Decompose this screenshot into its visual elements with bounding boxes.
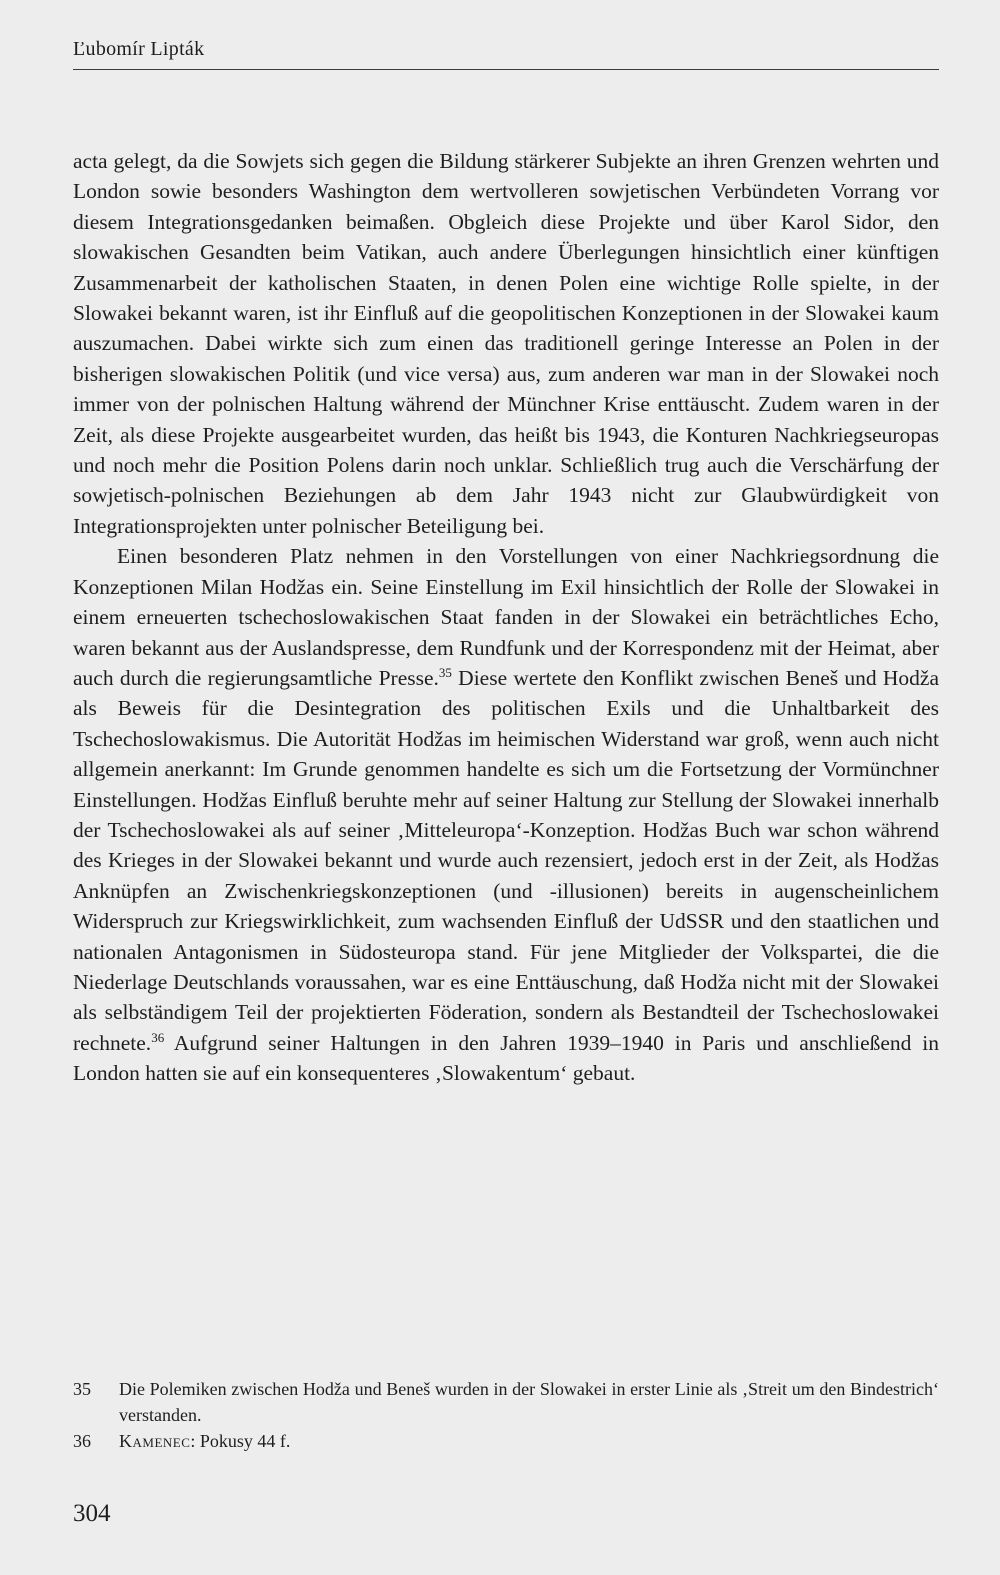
running-header [73,38,939,70]
footnote-author: Kamenec [119,1431,191,1451]
footnote-ref-36[interactable]: 36 [151,1029,165,1045]
paragraph-2 [73,541,939,1088]
footnote-number: 35 [73,1379,91,1399]
paragraph-2-part-1: Einen besonderen Platz nehmen in den Vorstellungen von einer Nachkriegsordnung die Konzeptionen Milan Hodžas ein. Seine Einstellung im Exil hinsichtlich der Rolle der Slowakei in einem erneuerten tschechoslowakischen Staat fanden in der Slowakei ein beträchtliches Echo, waren bekannt aus der Auslandspresse, dem Rundfunk und der Korrespondenz mit der Heimat, aber auch durch die regierungsamtliche Presse. [73,544,939,690]
footnotes [73,1376,939,1454]
footnote-36 [73,1428,939,1454]
paragraph-1: acta gelegt, da die Sowjets sich gegen die Bildung stärkerer Subjekte an ihren Grenzen wehrten und London sowie besonders Washington dem wertvolleren sowjetischen Verbündeten Vorrang vor diesem Integrationsgedanken beimaßen. Obgleich diese Projekte und über Karol Sidor, den slowakischen Gesandten beim Vatikan, auch andere Überlegungen hinsichtlich einer künftigen Zusammenarbeit der katholischen Staaten, in denen Polen eine wichtige Rolle spielte, in der Slowakei bekannt waren, ist ihr Einfluß auf die geopolitischen Konzeptionen in der Slowakei kaum auszumachen. Dabei wirkte sich zum einen das traditionell geringe Interesse an Polen in der bisherigen slowakischen Politik (und vice versa) aus, zum anderen war man in der Slowakei noch immer von der polnischen Haltung während der Münchner Krise enttäuscht. Zudem waren in der Zeit, als diese Projekte ausgearbeitet wurden, das heißt bis 1943, die Konturen Nachkriegseuropas und noch mehr die Position Polens darin noch unklar. Schließlich trug auch die Verschärfung der sowjetisch-polnischen Beziehungen ab dem Jahr 1943 nicht zur Glaubwürdigkeit von Integrationsprojekten unter polnischer Beteiligung bei. [73,149,939,538]
footnote-text: Die Polemiken zwischen Hodža und Beneš wurden in der Slowakei in erster Linie als ‚Streit um den Bindestrich‘ verstanden. [119,1379,939,1425]
paragraph-2-part-3: Aufgrund seiner Haltungen in den Jahren 1939–1940 in Paris und anschließend in London hatten sie auf ein konsequenteres ‚Slowakentum‘ gebaut. [73,1030,939,1086]
page-number: 304 [73,1500,111,1527]
footnote-text [119,1428,939,1454]
footnote-number: 36 [73,1431,91,1451]
footnote-citation: : Pokusy 44 f. [190,1431,291,1451]
paragraph-2-part-2: Diese wertete den Konflikt zwischen Beneš und Hodža als Beweis für die Desintegration des politischen Exils und die Unhaltbarkeit des Tschechoslowakismus. Die Autorität Hodžas im heimischen Widerstand war groß, wenn auch nicht allgemein anerkannt: Im Grunde genommen handelte es sich um die Fortsetzung der Vormünchner Einstellungen. Hodžas Einfluß beruhte mehr auf seiner Haltung zur Stellung der Slowakei innerhalb der Tschechoslowakei als auf seiner ‚Mitteleuropa‘-Konzeption. Hodžas Buch war schon während des Krieges in der Slowakei bekannt und wurde auch rezensiert, jedoch erst in der Zeit, als Hodžas Anknüpfen an Zwischenkriegskonzeptionen (und -illusionen) bereits in augenscheinlichem Widerspruch zur Kriegswirklichkeit, zum wachsenden Einfluß der UdSSR und den staatlichen und nationalen Antagonismen in Südosteuropa stand. Für jene Mitglieder der Volkspartei, die die Niederlage Deutschlands voraussahen, war es eine Enttäuschung, daß Hodža nicht mit der Slowakei als selbständigem Teil der projektierten Föderation, sondern als Bestandteil der Tschechoslowakei rechnete. [73,665,939,1055]
running-header-author: Ľubomír Lipták [73,38,205,60]
main-text [73,146,939,1089]
footnote-35 [73,1376,939,1428]
footnote-ref-35[interactable]: 35 [438,664,452,680]
